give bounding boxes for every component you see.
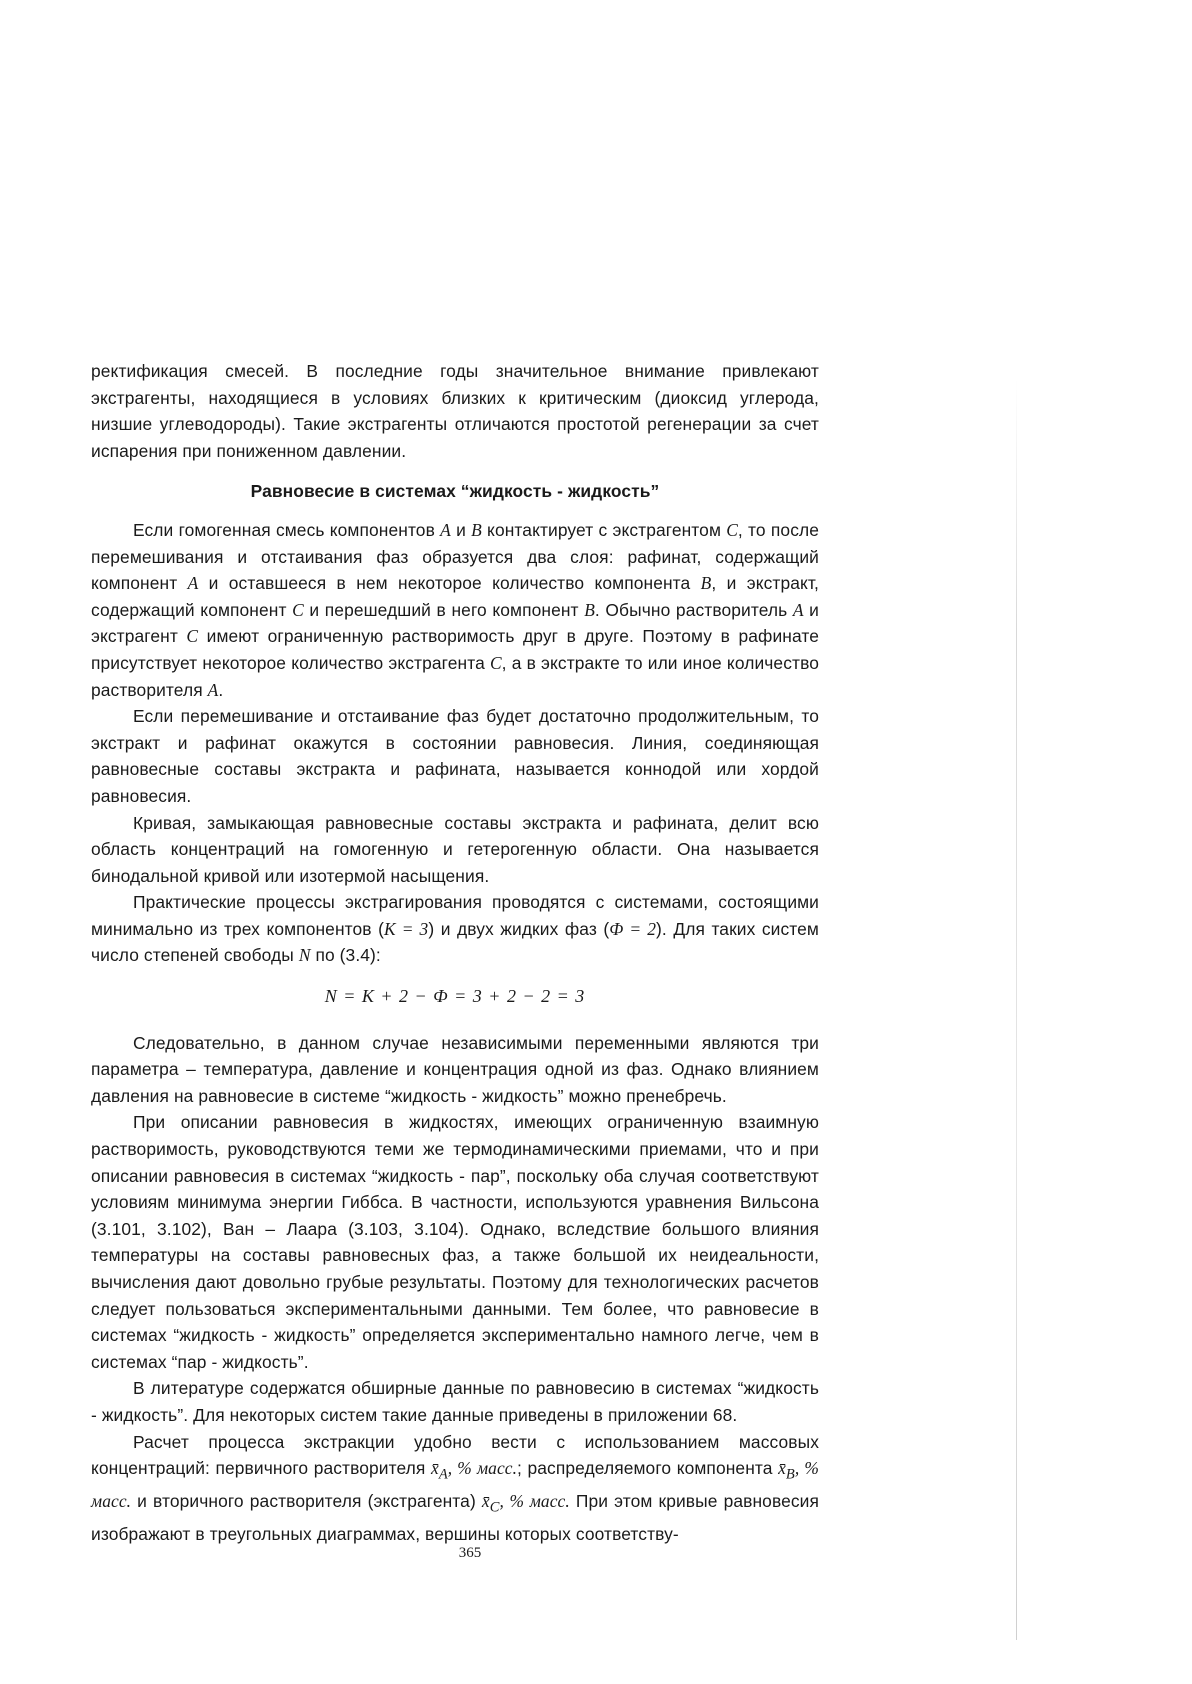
variable: x̄ [431,1458,439,1479]
variable: C [186,626,199,647]
scan-edge-artifact [1016,380,1017,1640]
unit: , % масс. [499,1491,570,1512]
variable: x̄ [481,1491,490,1512]
paragraph: ректификация смесей. В последние годы значительное внимание привлекают экстрагенты, находящиеся в условиях близких к критическим (диоксид углерода, низшие углеводороды). Такие экстрагенты отличаются простотой регенерации за счет испарения при пониженном давлении. [91,361,819,461]
paragraph: В литературе содержатся обширные данные по равновесию в системах “жидкость - жидкость”. Для некоторых систем такие данные приведены в приложении 68. [91,1378,819,1425]
variable: A [187,573,199,594]
paragraph: Кривая, замыкающая равновесные составы экстракта и рафината, делит всю область концентраций на гомогенную и гетерогенную области. Она называется бинодальной кривой или изотермой насыщения. [91,812,819,886]
paragraph: Практические процессы экстрагирования проводятся с системами, состоящими минимально из трех компонентов (K = 3) и двух жидких фаз (Ф = 2). Для таких систем число степеней свободы N по (3.4): [91,892,819,966]
variable: Ф = 2 [609,918,657,939]
variable: C [292,599,304,620]
body-text [91,358,819,1548]
paragraph: Следовательно, в данном случае независимыми переменными являются три параметра – температура, давление и концентрация одной из фаз. Однако влиянием давления на равновесие в системе “жидкость - жидкость” можно пренебречь. [91,1032,819,1106]
variable: B [584,599,595,620]
variable: B [471,519,482,540]
page-number: 365 [458,1545,482,1561]
variable: x̄ [778,1458,786,1479]
subscript: A [438,1466,448,1483]
subscript: C [489,1499,500,1516]
variable: K = 3 [384,918,429,939]
subscript: B [785,1466,795,1483]
variable: C [726,519,738,540]
variable: C [489,652,502,673]
section-heading: Равновесие в системах “жидкость - жидкость” [250,481,660,502]
paragraph: При описании равновесия в жидкостях, имеющих ограниченную взаимную растворимость, руководствуются теми же термодинамическими приемами, что и при описании равновесия в системах “жидкость - пар”, поскольку оба случая соответствуют условиям минимума энергии Гиббса. В частности, используются уравнения Вильсона (3.101, 3.102), Ван – Лаара (3.103, 3.104). Однако, вследствие большого влияния температуры на составы равновесных фаз, а также большой их неидеальности, вычисления дают довольно грубые результаты. Поэтому для технологических расчетов следует пользоваться экспериментальными данными. Тем более, что равновесие в системах “жидкость - жидкость” определяется экспериментально намного легче, чем в системах “пар - жидкость”. [91,1112,819,1372]
variable: A [207,679,219,700]
variable: A [440,519,451,540]
unit: , % масс. [91,1458,819,1512]
variable: N [298,945,311,966]
paragraph: Если гомогенная смесь компонентов A и B контактирует с экстрагентом C, то после перемешивания и отстаивания фаз образуется два слоя: рафинат, содержащий компонент A и оставшееся в нем некоторое количество компонента B, и экстракт, содержащий компонент C и перешедший в него компонент B. Обычно растворитель A и экстрагент C имеют ограниченную растворимость друг в друге. Поэтому в рафинате присутствует некоторое количество экстрагента C, а в экстракте то или иное количество растворителя A. [91,519,820,700]
variable: A [792,599,804,620]
unit: , % масс. [447,1458,518,1479]
variable: B [700,573,712,594]
formula: N = K + 2 − Ф = 3 + 2 − 2 = 3 [324,986,586,1007]
paragraph: Расчет процесса экстракции удобно вести с использованием массовых концентраций: первичного растворителя $x̄_A$, % масс.; распределяемого компонента $x̄_B$, % масс. и вторичного растворителя (экстрагента) $x̄_C$, % масс. При этом кривые равновесия изображают в треугольных диаграммах, вершины которых соответству- [91,1431,819,1545]
paragraph: Если перемешивание и отстаивание фаз будет достаточно продолжительным, то экстракт и рафинат окажутся в состоянии равновесия. Линия, соединяющая равновесные составы экстракта и рафината, называется коннодой или хордой равновесия. [91,706,819,806]
